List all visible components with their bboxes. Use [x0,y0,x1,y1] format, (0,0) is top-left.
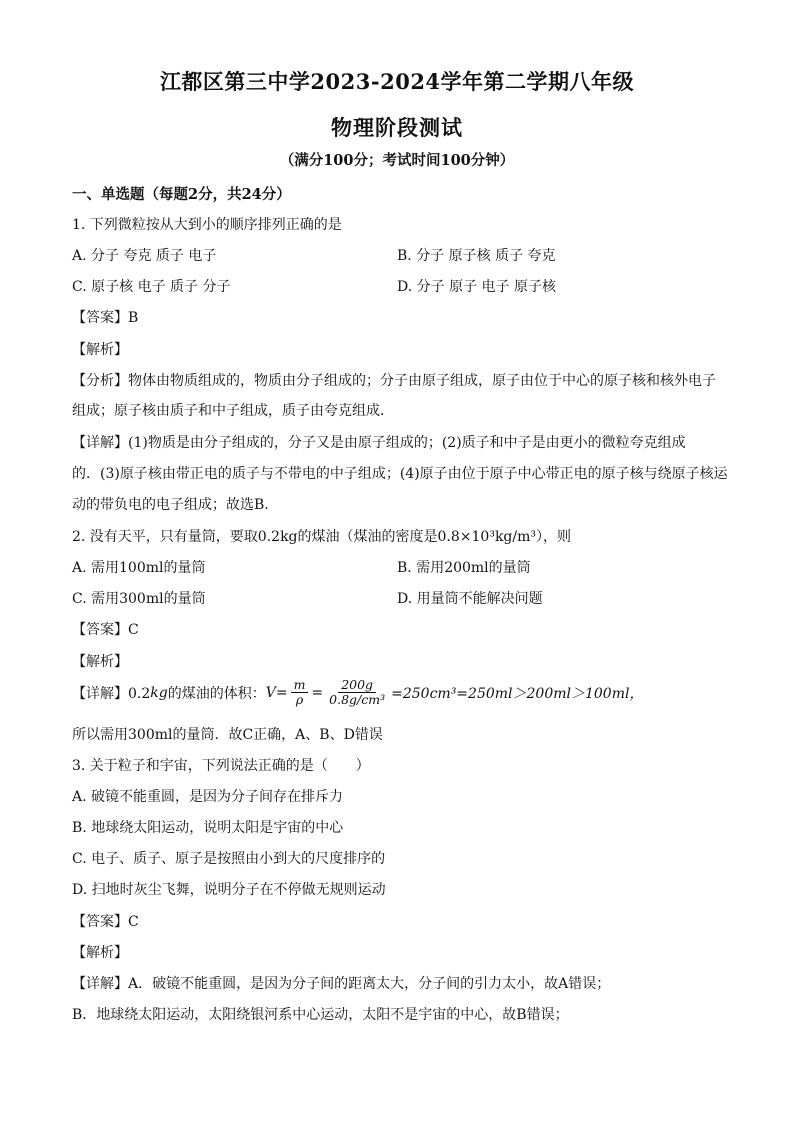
q2-answer: 【答案】C [72,622,139,638]
equals-sign: = [311,684,324,701]
fraction-denominator: 0.8g/cm³ [329,692,386,707]
q1-detail-line2: 的．(3)原子核由带正电的质子与不带电的中子组成；(4)原子由位于原子中心带正电的原子核与绕原子核运 [72,466,728,482]
fraction-numerator: m [291,678,309,693]
q2-detail-result: =250cm³=250ml＞200ml＞100ml， [391,685,644,702]
q1-detail-line3: 动的带负电的电子组成；故选B. [72,497,269,513]
q2-detail-formula [72,678,643,707]
q1-fenxi-line1: 【分析】物体由物质组成的，物质由分子组成的；分子由原子组成，原子由位于中心的原子核和核外电子 [72,373,716,389]
q2-option-c: C. 需用300ml的量筒 [72,591,206,607]
section-heading: 一、单选题（每题2分，共24分） [72,186,291,203]
q2-analysis-label: 【解析】 [72,654,128,670]
q1-analysis-label: 【解析】 [72,342,128,358]
q1-option-c: C. 原子核 电子 质子 分子 [72,279,231,295]
q3-option-c: C. 电子、质子、原子是按照由小到大的尺度排序的 [72,851,386,867]
fraction-values [326,678,388,707]
q1-fenxi-line2: 组成；原子核由质子和中子组成，质子由夸克组成． [72,403,394,419]
fraction-denominator: ρ [295,692,304,707]
q3-stem: 3. 关于粒子和宇宙，下列说法正确的是（ ） [72,758,370,774]
q3-option-a: A. 破镜不能重圆，是因为分子间存在排斥力 [72,789,344,805]
q3-option-b: B. 地球绕太阳运动，说明太阳是宇宙的中心 [72,820,344,836]
q1-option-d: D. 分子 原子 电子 原子核 [397,279,556,295]
fraction-m-over-rho [291,678,309,707]
q2-detail-line2: 所以需用300ml的量筒．故C正确，A、B、D错误 [72,727,383,743]
q2-option-a: A. 需用100ml的量筒 [72,560,206,576]
q1-answer: 【答案】B [72,310,139,326]
q3-detail-line2: B．地球绕太阳运动，太阳绕银河系中心运动，太阳不是宇宙的中心，故B错误； [72,1007,569,1023]
document-subtitle: 物理阶段测试 [331,115,463,140]
q3-detail-line1: 【详解】A．破镜不能重圆，是因为分子间的距离太大，分子间的引力太小，故A错误； [72,976,611,992]
fraction-numerator: 200g [338,678,376,693]
q2-detail-prefix: 【详解】0.2 [72,685,151,702]
q2-detail-mid: 的煤油的体积： [167,685,266,702]
q2-option-d: D. 用量筒不能解决问题 [397,591,543,607]
q2-stem: 2. 没有天平，只有量筒，要取0.2kg的煤油（煤油的密度是0.8×10³kg/m³），则 [72,529,571,545]
document-title: 江都区第三中学2023-2024学年第二学期八年级 [159,69,635,94]
q3-analysis-label: 【解析】 [72,945,128,961]
q2-detail-unit: kg [150,684,168,701]
q1-option-a: A. 分子 夸克 质子 电子 [72,248,217,264]
q1-stem: 1. 下列微粒按从大到小的顺序排列正确的是 [72,217,342,233]
q1-option-b: B. 分子 原子核 质子 夸克 [397,248,556,264]
q2-option-b: B. 需用200ml的量筒 [397,560,531,576]
q2-volume-symbol: V= [265,684,288,701]
exam-info: （满分100分；考试时间100分钟） [279,152,515,169]
q3-option-d: D. 扫地时灰尘飞舞，说明分子在不停做无规则运动 [72,882,386,898]
q1-detail-line1: 【详解】(1)物质是由分子组成的，分子又是由原子组成的；(2)质子和中子是由更小的微粒夸克组成 [72,435,686,451]
q3-answer: 【答案】C [72,914,139,930]
